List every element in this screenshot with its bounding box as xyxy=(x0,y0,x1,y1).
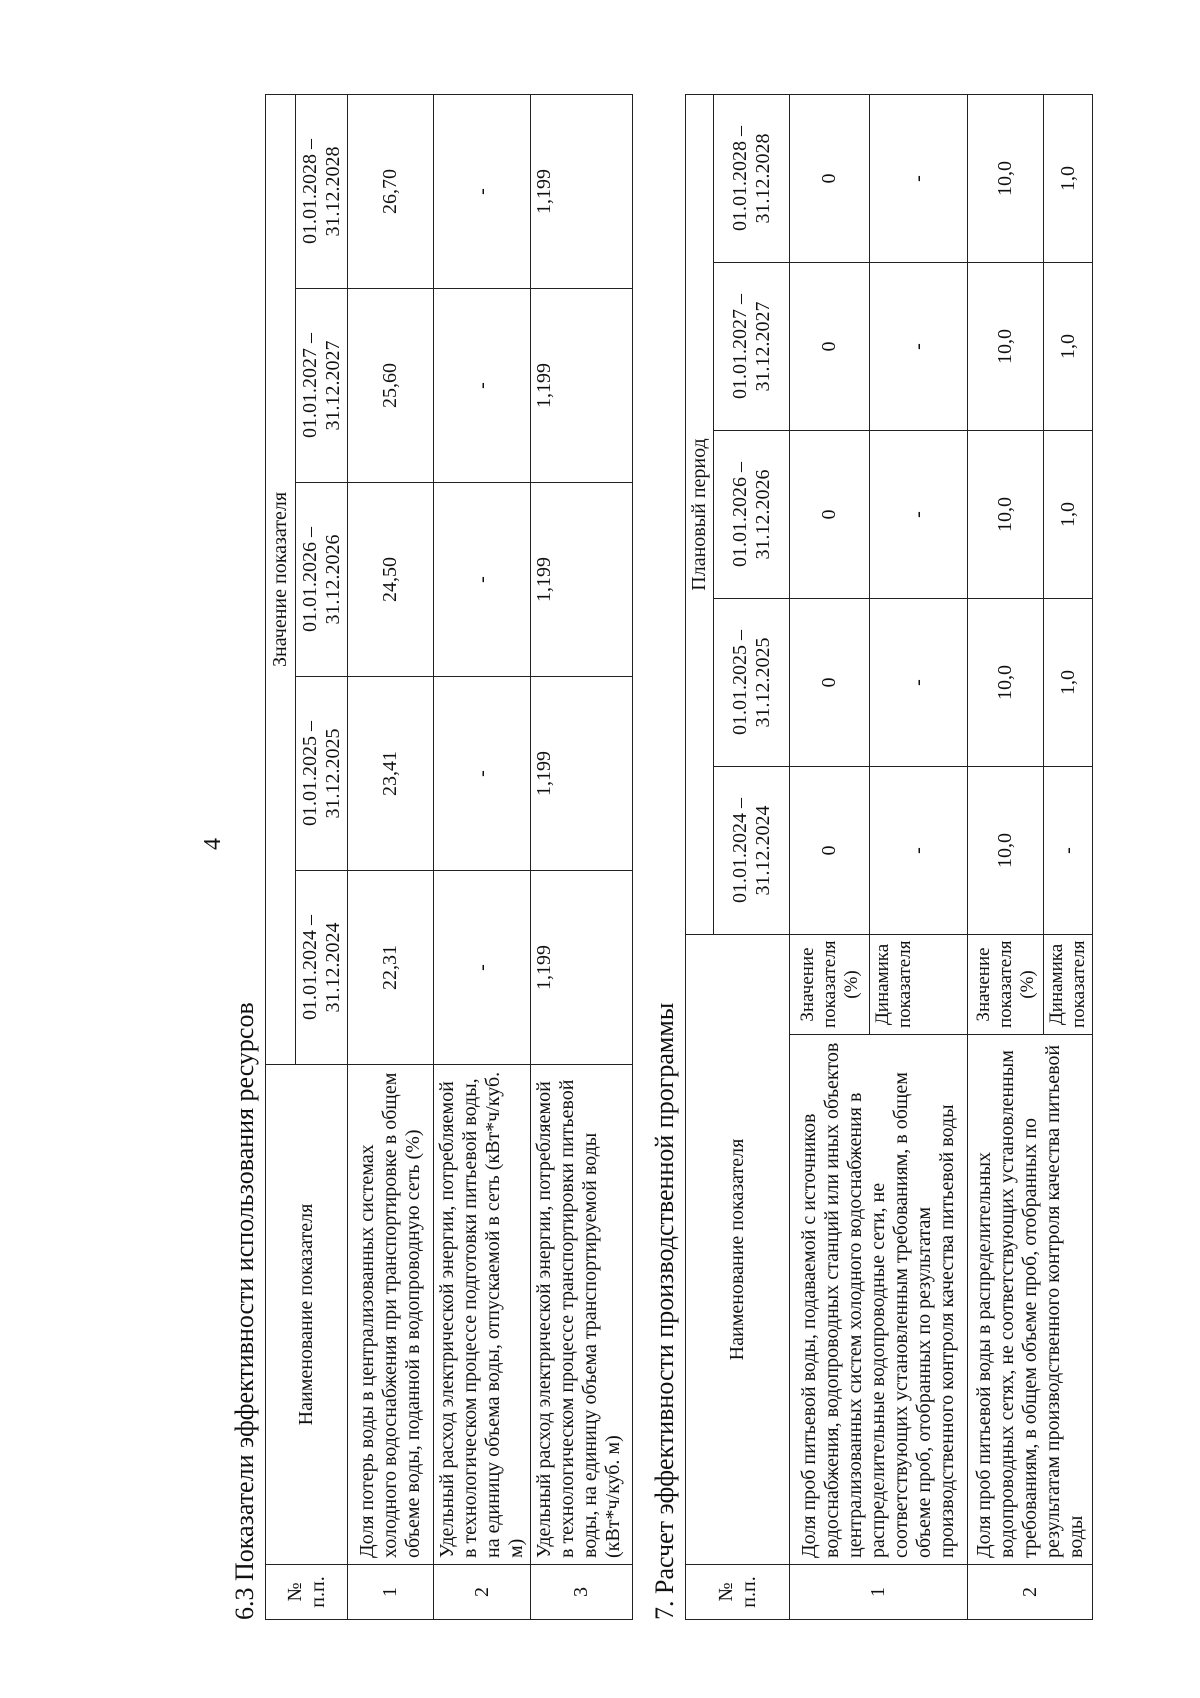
row-value: - xyxy=(434,677,531,871)
sub-label: Значение показателя (%) xyxy=(790,935,870,1035)
row-value: 10,0 xyxy=(968,431,1044,599)
row-value: 10,0 xyxy=(968,599,1044,767)
row-value: 0 xyxy=(790,94,870,262)
header-num: № п.п. xyxy=(266,1565,348,1620)
row-num: 1 xyxy=(790,1565,968,1620)
table-row xyxy=(790,94,870,1619)
row-value: 26,70 xyxy=(348,94,434,288)
row-value: 24,50 xyxy=(348,483,434,677)
header-period: 01.01.2025 – 31.12.2025 xyxy=(714,599,790,767)
section-63-title: 6.3 Показатели эффективности использования ресурсов xyxy=(230,1002,259,1620)
header-period: 01.01.2024 – 31.12.2024 xyxy=(296,871,348,1065)
program-efficiency-table xyxy=(685,94,1093,1620)
row-name: Удельный расход электрической энергии, потребляемой в технологическом процессе транспортировки питьевой воды, на единицу объема транспортируемой воды (кВт*ч/куб. м) xyxy=(531,1065,633,1565)
row-value: 1,0 xyxy=(1044,599,1093,767)
row-value: - xyxy=(870,599,968,767)
row-value: - xyxy=(434,483,531,677)
row-num: 3 xyxy=(531,1565,633,1620)
header-name: Наименование показателя xyxy=(686,935,790,1565)
row-num: 2 xyxy=(434,1565,531,1620)
section-7-title: 7. Расчет эффективности производственной программы xyxy=(650,1002,679,1620)
row-value: 0 xyxy=(790,263,870,431)
row-name: Доля потерь воды в централизованных системах холодного водоснабжения при транспортировке в общем объеме воды, поданной в водопроводную сеть (%) xyxy=(348,1065,434,1565)
row-value: 22,31 xyxy=(348,871,434,1065)
row-num: 1 xyxy=(348,1565,434,1620)
sub-label: Динамика показателя xyxy=(870,935,968,1035)
rotated-page xyxy=(160,80,1200,1640)
row-value: 10,0 xyxy=(968,263,1044,431)
header-num: № п.п. xyxy=(686,1565,790,1620)
row-value: - xyxy=(870,431,968,599)
header-name: Наименование показателя xyxy=(266,1065,348,1565)
resource-efficiency-table xyxy=(265,94,633,1620)
row-value: 1,199 xyxy=(531,289,633,483)
header-period: 01.01.2025 – 31.12.2025 xyxy=(296,677,348,871)
header-period: 01.01.2026 – 31.12.2026 xyxy=(296,483,348,677)
header-period: 01.01.2028 – 31.12.2028 xyxy=(714,94,790,262)
row-value: - xyxy=(870,94,968,262)
table-row xyxy=(434,94,531,1619)
row-value: - xyxy=(434,94,531,288)
table-row xyxy=(348,94,434,1619)
row-name: Доля проб питьевой воды в распределительных водопроводных сетях, не соответствующих установленным требованиям, в общем объеме проб, отобранных по результатам производственного контроля качества питьевой воды xyxy=(968,1035,1093,1565)
row-value: - xyxy=(434,289,531,483)
row-value: 23,41 xyxy=(348,677,434,871)
row-value: 25,60 xyxy=(348,289,434,483)
header-plan-group: Плановый период xyxy=(686,94,714,934)
row-value: 1,199 xyxy=(531,677,633,871)
header-period: 01.01.2027 – 31.12.2027 xyxy=(714,263,790,431)
sub-label: Динамика показателя xyxy=(1044,935,1093,1035)
page-number: 4 xyxy=(200,838,226,850)
row-name: Удельный расход электрической энергии, потребляемой в технологическом процессе подготовки питьевой воды, на единицу объема воды, отпускаемой в сеть (кВт*ч/куб. м) xyxy=(434,1065,531,1565)
table-row xyxy=(531,94,633,1619)
header-period: 01.01.2027 – 31.12.2027 xyxy=(296,289,348,483)
row-value: 1,0 xyxy=(1044,431,1093,599)
row-value: - xyxy=(1044,767,1093,935)
table-header-row xyxy=(686,94,714,1619)
row-value: 10,0 xyxy=(968,767,1044,935)
row-value: 1,0 xyxy=(1044,94,1093,262)
row-num: 2 xyxy=(968,1565,1093,1620)
row-value: 0 xyxy=(790,599,870,767)
row-value: 1,199 xyxy=(531,483,633,677)
table-header-row xyxy=(266,94,296,1619)
row-value: - xyxy=(434,871,531,1065)
row-value: - xyxy=(870,767,968,935)
row-value: - xyxy=(870,263,968,431)
row-value: 1,199 xyxy=(531,94,633,288)
header-period: 01.01.2024 – 31.12.2024 xyxy=(714,767,790,935)
header-period: 01.01.2026 – 31.12.2026 xyxy=(714,431,790,599)
row-name: Доля проб питьевой воды, подаваемой с источников водоснабжения, водопроводных станций или иных объектов централизованных систем холодного водоснабжения в распределительные водопроводные сети, не соответствующих установленным требованиям, в общем объеме проб, отобранных по результатам производственного контроля качества питьевой воды xyxy=(790,1035,968,1565)
header-period: 01.01.2028 – 31.12.2028 xyxy=(296,94,348,288)
table-row xyxy=(968,94,1044,1619)
row-value: 1,0 xyxy=(1044,263,1093,431)
row-value: 0 xyxy=(790,431,870,599)
row-value: 1,199 xyxy=(531,871,633,1065)
header-value-group: Значение показателя xyxy=(266,94,296,1064)
row-value: 0 xyxy=(790,767,870,935)
row-value: 10,0 xyxy=(968,94,1044,262)
sub-label: Значение показателя (%) xyxy=(968,935,1044,1035)
